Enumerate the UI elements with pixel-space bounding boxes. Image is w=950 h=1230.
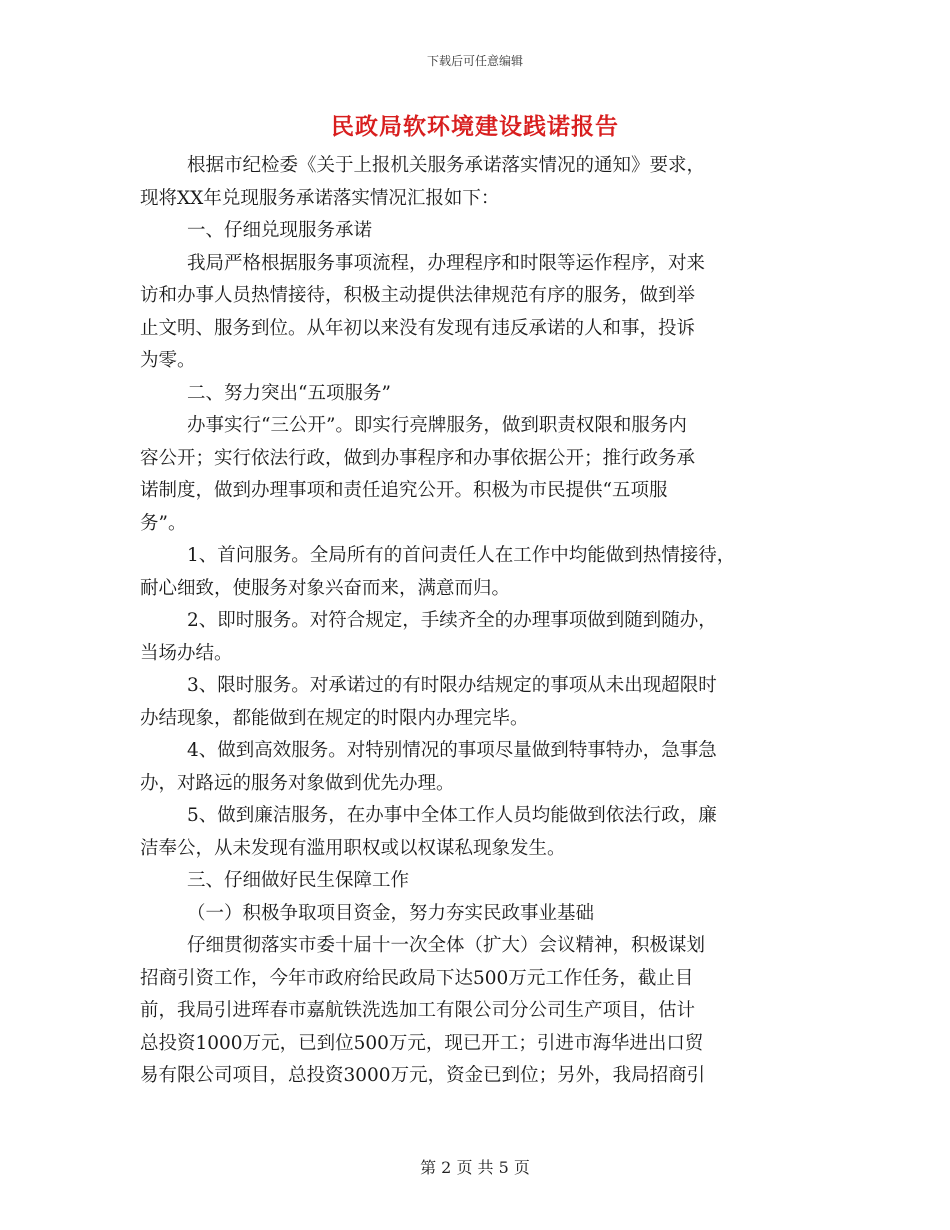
body-line: 务”。 <box>140 512 187 534</box>
document-body <box>140 150 820 1093</box>
body-line: 2、即时服务。对符合规定，手续齐全的办理事项做到随到随办， <box>187 610 717 631</box>
body-line: 招商引资工作，今年市政府给民政局下达500万元工作任务，截止目 <box>140 967 694 989</box>
body-line: 办，对路远的服务对象做到优先办理。 <box>140 772 455 794</box>
page-footer: 第 2 页 共 5 页 <box>420 1158 530 1177</box>
subsection-heading: （一）积极争取项目资金，努力夯实民政事业基础 <box>187 902 595 924</box>
body-line: 4、做到高效服务。对特别情况的事项尽量做到特事特办，急事急 <box>187 740 717 761</box>
body-line: 当场办结。 <box>140 642 233 664</box>
body-line: 5、做到廉洁服务，在办事中全体工作人员均能做到依法行政，廉 <box>187 805 717 826</box>
body-line: 为零。 <box>140 350 196 371</box>
body-line: 我局严格根据服务事项流程，办理程序和时限等运作程序，对来 <box>187 252 706 274</box>
document-title: 民政局软环境建设践诺报告 <box>331 113 619 140</box>
section-heading: 二、努力突出“五项服务” <box>187 382 391 404</box>
header-note: 下载后可任意编辑 <box>426 54 523 68</box>
body-line: 总投资1000万元，已到位500万元，现已开工；引进市海华进出口贸 <box>140 1032 704 1054</box>
body-line: 根据市纪检委《关于上报机关服务承诺落实情况的通知》要求， <box>187 155 706 176</box>
section-heading: 三、仔细做好民生保障工作 <box>187 870 410 891</box>
body-line: 1、首问服务。全局所有的首问责任人在工作中均能做到热情接待， <box>187 545 736 566</box>
body-line: 办事实行“三公开”。即实行亮牌服务，做到职责权限和服务内 <box>187 415 687 436</box>
body-line: 前，我局引进珲春市嘉航铁洗选加工有限公司分公司生产项目，估计 <box>140 1000 696 1021</box>
section-heading: 一、仔细兑现服务承诺 <box>187 220 373 241</box>
body-line: 办结现象，都能做到在规定的时限内办理完毕。 <box>140 707 529 729</box>
body-line: 洁奉公，从未发现有滥用职权或以权谋私现象发生。 <box>140 837 566 859</box>
body-line: 访和办事人员热情接待，积极主动提供法律规范有序的服务，做到举 <box>140 285 696 306</box>
body-line: 诺制度，做到办理事项和责任追究公开。积极为市民提供“五项服 <box>140 480 668 501</box>
body-line: 仔细贯彻落实市委十届十一次全体（扩大）会议精神，积极谋划 <box>187 935 706 956</box>
body-line: 3、限时服务。对承诺过的有时限办结规定的事项从未出现超限时 <box>187 675 717 696</box>
body-line: 耐心细致，使服务对象兴奋而来，满意而归。 <box>140 577 511 599</box>
body-line: 止文明、服务到位。从年初以来没有发现有违反承诺的人和事，投诉 <box>140 317 696 339</box>
body-line: 易有限公司项目，总投资3000万元，资金已到位；另外，我局招商引 <box>140 1065 706 1086</box>
body-line: 现将XX年兑现服务承诺落实情况汇报如下： <box>140 187 500 209</box>
body-line: 容公开；实行依法行政，做到办事程序和办事依据公开；推行政务承 <box>140 447 696 469</box>
